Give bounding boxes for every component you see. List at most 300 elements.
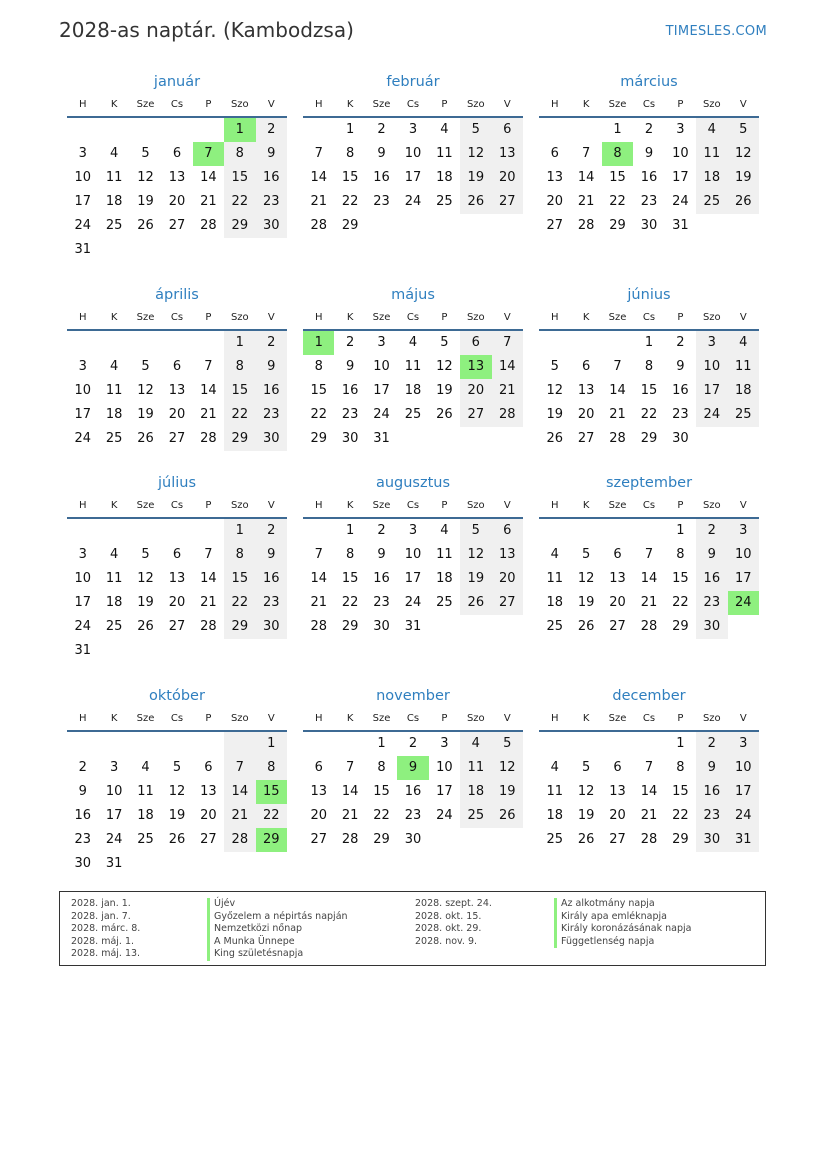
empty-day-cell [67,118,98,142]
legend-date: 2028. szept. 24. [415,898,492,909]
day-cell: 21 [640,595,658,610]
day-cell: 9 [644,146,654,161]
day-cell: 1 [676,736,685,751]
empty-day-cell [224,732,255,756]
day-cell: 4 [141,760,150,775]
day-cell: 17 [728,567,759,591]
day-cell: 18 [105,595,123,610]
day-cell: 7 [314,547,323,562]
day-cell: 2 [78,760,87,775]
empty-day-cell [130,519,161,543]
holiday-day-cell: 1 [303,331,334,355]
empty-day-cell [397,427,428,451]
weekday-label: Cs [642,500,656,511]
day-cell: 15 [609,170,626,185]
empty-day-cell [98,238,129,262]
weekday-header [67,708,287,732]
weekday-label: V [503,312,511,323]
empty-day-cell [539,118,570,142]
day-cell: 4 [109,146,119,161]
empty-day-cell [728,427,759,451]
weekday-label: K [346,312,354,323]
weekday-header [67,94,287,118]
legend-holiday-name: Király koronázásának napja [554,923,691,936]
legend-holiday-name: Újév [207,898,348,911]
month-8 [303,471,523,639]
empty-day-cell [570,331,601,355]
weekday-label: H [550,500,559,511]
month-name: január [153,74,201,90]
day-cell: 3 [78,547,87,562]
month-name: augusztus [375,475,451,491]
empty-day-cell [492,214,523,238]
day-cell: 13 [546,170,563,185]
weekday-label: Sze [136,500,155,511]
day-cell: 20 [609,595,626,610]
legend-date: 2028. jan. 7. [71,910,131,922]
empty-day-cell [98,118,129,142]
day-cell: 18 [696,166,727,190]
day-cell: 3 [377,335,386,350]
empty-day-cell [539,519,570,543]
day-cell: 25 [546,832,563,847]
day-cell: 28 [609,431,626,446]
weekday-label: H [78,99,87,110]
weekday-label: K [110,99,118,110]
weekday-label: Szo [466,312,485,323]
legend-names-left [207,898,348,961]
day-cell: 10 [74,383,91,398]
day-cell: 1 [224,519,255,543]
weekday-label: Szo [230,713,249,724]
month-name: november [376,688,450,704]
month-name: május [391,287,435,303]
holiday-legend [59,891,766,966]
day-cell: 23 [672,407,689,422]
day-cell: 3 [676,122,685,137]
day-cell: 21 [200,407,217,422]
day-cell: 22 [640,407,658,422]
day-cell: 14 [609,383,626,398]
day-cell: 6 [460,331,491,355]
empty-day-cell [224,852,255,876]
weekday-label: Cs [170,500,184,511]
day-cell: 10 [105,784,123,799]
day-cell: 20 [492,166,523,190]
day-cell: 29 [224,427,255,451]
day-cell: 15 [672,784,689,799]
month-5 [303,283,523,451]
day-cell: 24 [728,804,759,828]
day-cell: 30 [640,218,658,233]
weekday-label: Sze [372,99,391,110]
day-cell: 20 [168,194,186,209]
holiday-day-cell: 13 [460,355,491,379]
empty-day-cell [193,238,224,262]
day-cell: 7 [204,547,213,562]
day-cell: 3 [696,331,727,355]
empty-day-cell [256,238,287,262]
empty-day-cell [696,214,727,238]
day-cell: 12 [137,383,154,398]
day-cell: 6 [581,359,591,374]
day-cell: 15 [672,571,689,586]
day-cell: 30 [256,615,287,639]
day-cell: 2 [256,118,287,142]
weekday-label: H [550,713,559,724]
day-cell: 19 [546,407,563,422]
empty-day-cell [193,639,224,663]
legend-holiday-name: Győzelem a népirtás napján [207,911,348,924]
day-cell: 25 [137,832,154,847]
day-cell: 27 [609,832,626,847]
day-cell: 30 [256,214,287,238]
day-cell: 24 [404,194,422,209]
day-cell: 2 [676,335,685,350]
day-cell: 28 [310,218,327,233]
weekday-label: Sze [608,500,627,511]
day-cell: 1 [256,732,287,756]
day-cell: 11 [436,146,453,161]
day-cell: 10 [728,543,759,567]
day-cell: 17 [74,595,91,610]
day-cell: 17 [436,784,453,799]
day-cell: 22 [341,194,359,209]
empty-day-cell [570,732,601,756]
day-cell: 2 [696,732,727,756]
day-cell: 22 [224,591,255,615]
legend-date: 2028. máj. 13. [71,948,141,960]
day-cell: 21 [577,194,595,209]
day-cell: 20 [460,379,491,403]
weekday-label: V [503,500,511,511]
day-cell: 15 [224,379,255,403]
day-cell: 4 [460,732,491,756]
empty-day-cell [334,732,365,756]
day-cell: 21 [492,379,523,403]
empty-day-cell [130,331,161,355]
month-11 [303,684,523,852]
day-cell: 11 [404,359,422,374]
day-cell: 14 [640,571,658,586]
day-cell: 29 [224,615,255,639]
month-name: április [155,287,199,303]
day-cell: 6 [172,547,182,562]
day-cell: 23 [696,804,727,828]
day-cell: 16 [404,784,422,799]
weekday-label: P [677,99,684,110]
empty-day-cell [224,639,255,663]
day-cell: 23 [404,808,422,823]
weekday-label: P [677,713,684,724]
day-grid [67,519,287,663]
day-cell: 2 [256,331,287,355]
day-cell: 11 [436,547,453,562]
day-cell: 27 [168,619,186,634]
day-cell: 17 [373,383,390,398]
day-cell: 9 [256,355,287,379]
day-cell: 11 [137,784,154,799]
day-cell: 8 [314,359,323,374]
day-cell: 4 [109,547,119,562]
day-cell: 31 [74,643,91,658]
empty-day-cell [460,427,491,451]
day-cell: 5 [141,359,150,374]
weekday-label: P [205,99,212,110]
month-3 [539,70,759,238]
holiday-day-cell: 9 [397,756,428,780]
day-cell: 21 [609,407,626,422]
empty-day-cell [98,732,129,756]
month-name: március [620,74,678,90]
day-cell: 11 [105,170,123,185]
day-cell: 21 [200,595,217,610]
weekday-label: Cs [642,713,656,724]
weekday-label: Szo [466,99,485,110]
day-cell: 23 [640,194,658,209]
day-cell: 10 [672,146,689,161]
day-cell: 30 [373,619,390,634]
day-cell: 13 [200,784,217,799]
empty-day-cell [193,519,224,543]
day-cell: 11 [546,571,563,586]
legend-holiday-name: Az alkotmány napja [554,898,691,911]
day-cell: 9 [345,359,355,374]
weekday-label: K [110,312,118,323]
day-cell: 25 [105,218,123,233]
day-cell: 24 [74,431,91,446]
day-cell: 31 [105,856,123,871]
month-9 [539,471,759,639]
day-cell: 30 [341,431,359,446]
day-cell: 3 [78,359,87,374]
weekday-label: Cs [170,312,184,323]
day-cell: 13 [310,784,327,799]
day-cell: 28 [640,832,658,847]
day-cell: 13 [492,142,523,166]
month-name: október [149,688,205,704]
day-cell: 8 [345,146,355,161]
weekday-label: Szo [230,500,249,511]
day-cell: 18 [546,595,563,610]
day-cell: 8 [224,355,255,379]
page-title: 2028-as naptár. (Kambodzsa) [59,18,354,42]
day-cell: 9 [256,142,287,166]
day-cell: 14 [224,780,255,804]
day-cell: 6 [314,760,323,775]
day-cell: 25 [546,619,563,634]
day-grid [67,732,287,876]
day-cell: 18 [436,170,453,185]
empty-day-cell [303,519,334,543]
day-cell: 11 [105,571,123,586]
day-cell: 1 [345,122,355,137]
empty-day-cell [429,615,460,639]
day-cell: 26 [137,619,154,634]
empty-day-cell [303,732,334,756]
weekday-label: Sze [372,500,391,511]
day-cell: 20 [609,808,626,823]
day-cell: 28 [200,431,217,446]
empty-day-cell [728,214,759,238]
empty-day-cell [492,615,523,639]
day-cell: 26 [460,190,491,214]
empty-day-cell [161,238,192,262]
empty-day-cell [193,118,224,142]
day-cell: 14 [310,571,327,586]
day-cell: 20 [492,567,523,591]
empty-day-cell [193,331,224,355]
weekday-label: K [110,500,118,511]
month-4 [67,283,287,451]
weekday-header [539,495,759,519]
day-cell: 26 [577,619,595,634]
day-cell: 4 [550,760,559,775]
day-cell: 5 [728,118,759,142]
day-cell: 22 [224,190,255,214]
day-cell: 2 [345,335,355,350]
day-cell: 2 [256,519,287,543]
day-cell: 3 [109,760,119,775]
day-cell: 26 [728,190,759,214]
day-cell: 5 [141,547,150,562]
day-cell: 28 [310,619,327,634]
empty-day-cell [130,238,161,262]
day-cell: 27 [546,218,563,233]
day-cell: 27 [200,832,217,847]
day-cell: 3 [78,146,87,161]
day-cell: 16 [74,808,91,823]
weekday-label: Cs [642,99,656,110]
day-cell: 22 [224,403,255,427]
weekday-header [303,495,523,519]
weekday-header [539,708,759,732]
empty-day-cell [193,852,224,876]
day-cell: 1 [377,736,386,751]
day-cell: 26 [137,431,154,446]
day-cell: 26 [577,832,595,847]
day-cell: 25 [105,619,123,634]
empty-day-cell [429,214,460,238]
day-cell: 12 [168,784,186,799]
weekday-header [539,307,759,331]
weekday-label: V [739,713,747,724]
day-cell: 21 [310,595,327,610]
day-cell: 29 [341,218,359,233]
legend-dates-right [415,898,492,948]
day-cell: 22 [373,808,390,823]
day-cell: 29 [373,832,390,847]
weekday-label: P [205,500,212,511]
weekday-label: V [267,312,275,323]
day-cell: 10 [373,359,390,374]
empty-day-cell [98,519,129,543]
day-cell: 21 [341,808,359,823]
empty-day-cell [570,519,601,543]
empty-day-cell [633,732,664,756]
day-cell: 27 [460,403,491,427]
day-cell: 7 [224,756,255,780]
weekday-label: V [267,99,275,110]
empty-day-cell [161,852,192,876]
weekday-label: V [503,99,511,110]
day-cell: 16 [672,383,689,398]
day-cell: 5 [440,335,449,350]
weekday-label: K [110,713,118,724]
day-cell: 12 [577,784,595,799]
day-cell: 31 [74,242,91,257]
day-cell: 23 [256,591,287,615]
empty-day-cell [130,118,161,142]
day-cell: 18 [105,407,123,422]
month-name: július [157,475,197,491]
weekday-label: Sze [372,312,391,323]
day-cell: 25 [404,407,422,422]
empty-day-cell [67,732,98,756]
day-cell: 20 [168,407,186,422]
day-cell: 10 [404,146,422,161]
weekday-header [539,94,759,118]
day-cell: 20 [168,595,186,610]
day-cell: 14 [200,383,217,398]
day-cell: 7 [644,760,654,775]
holiday-day-cell: 15 [256,780,287,804]
day-cell: 29 [341,619,359,634]
day-cell: 5 [581,760,591,775]
day-cell: 8 [224,142,255,166]
day-cell: 15 [640,383,658,398]
day-cell: 18 [436,571,453,586]
site-link[interactable]: TIMESLES.COM [665,24,767,39]
day-cell: 6 [492,519,523,543]
day-cell: 25 [436,595,453,610]
day-grid [539,118,759,238]
empty-day-cell [539,331,570,355]
day-cell: 14 [200,571,217,586]
day-cell: 17 [696,379,727,403]
day-cell: 5 [550,359,559,374]
day-cell: 23 [74,832,91,847]
empty-day-cell [67,331,98,355]
day-cell: 5 [141,146,150,161]
month-6 [539,283,759,451]
day-cell: 9 [377,547,386,562]
empty-day-cell [161,331,192,355]
weekday-label: H [550,99,559,110]
day-cell: 13 [492,543,523,567]
day-cell: 14 [640,784,658,799]
empty-day-cell [602,331,633,355]
day-cell: 22 [341,595,359,610]
day-cell: 13 [577,383,595,398]
day-cell: 15 [310,383,327,398]
day-cell: 1 [345,523,355,538]
day-cell: 19 [436,383,453,398]
weekday-label: K [582,312,590,323]
day-cell: 24 [373,407,390,422]
day-cell: 27 [168,218,186,233]
weekday-label: Szo [466,500,485,511]
day-cell: 19 [137,194,154,209]
day-cell: 6 [204,760,213,775]
day-cell: 22 [256,804,287,828]
day-cell: 19 [728,166,759,190]
day-grid [539,331,759,451]
weekday-label: Sze [136,713,155,724]
day-cell: 7 [204,359,213,374]
day-cell: 16 [256,166,287,190]
day-cell: 11 [105,383,123,398]
